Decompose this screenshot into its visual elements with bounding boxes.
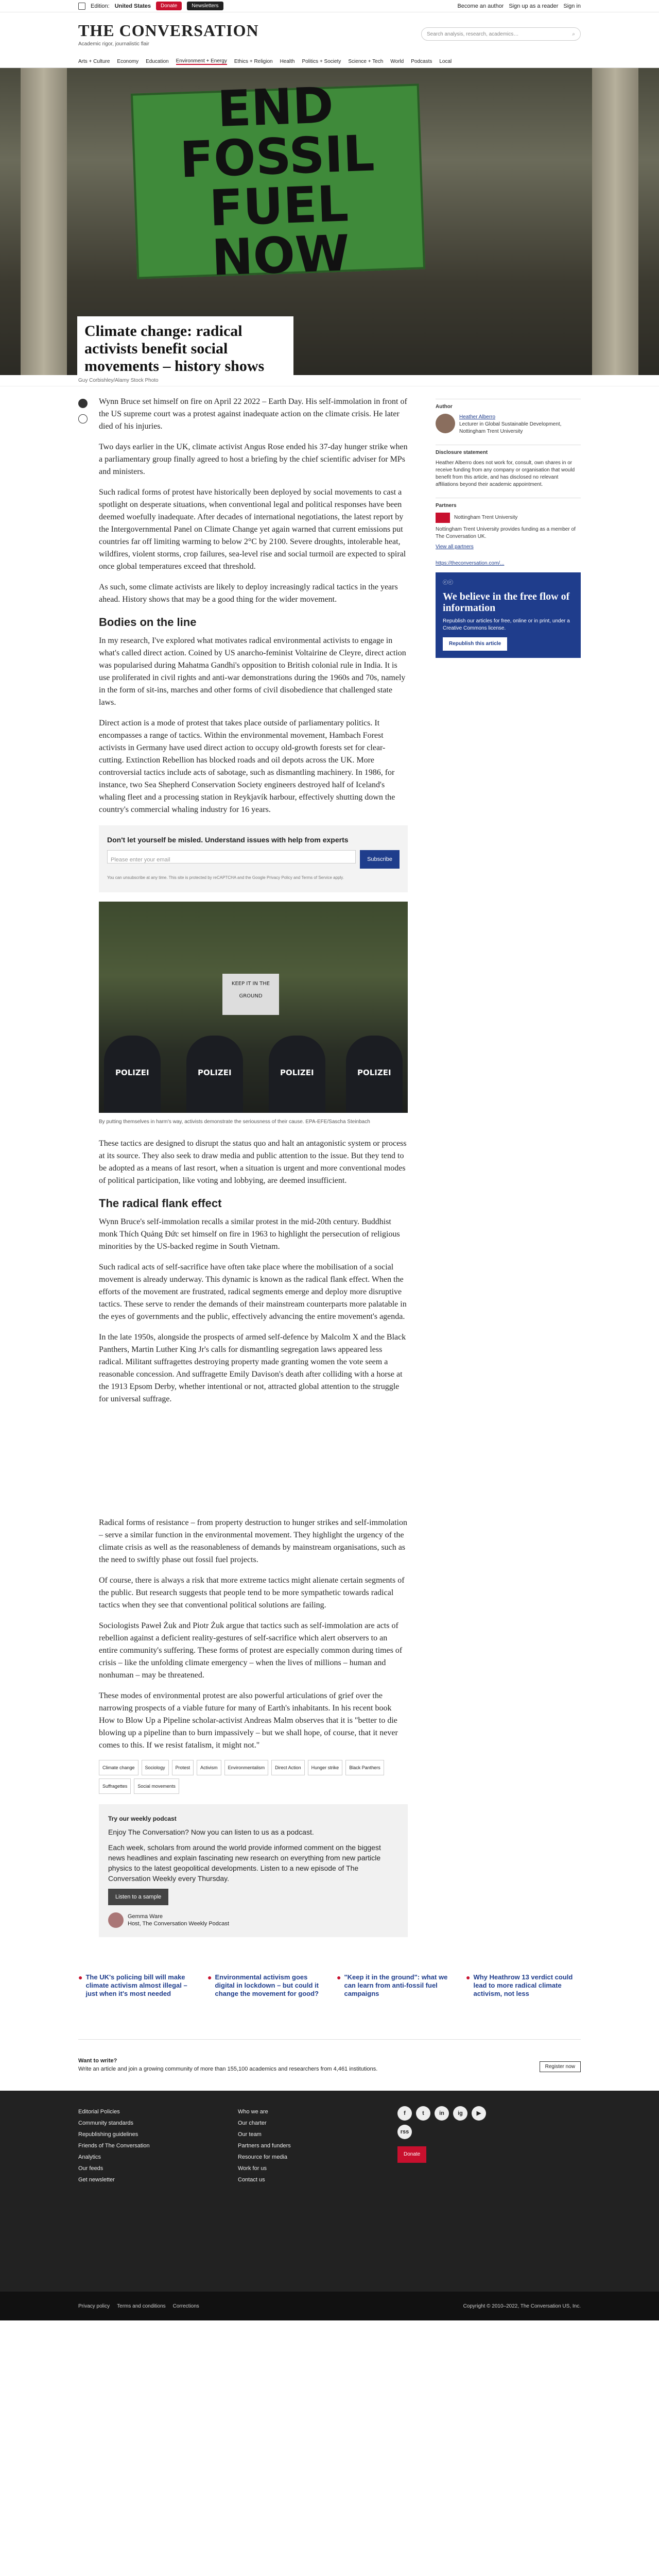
nav-item[interactable]: Science + Tech [348, 59, 384, 64]
author-role: Lecturer in Global Sustainable Development, Nottingham Trent University [459, 421, 562, 434]
sign-up-link[interactable]: Sign up as a reader [509, 3, 559, 9]
bullet-icon: ● [78, 1973, 83, 1981]
tag[interactable]: Hunger strike [308, 1760, 343, 1775]
footer-link[interactable]: Friends of The Conversation [78, 2143, 150, 2149]
hero-image [0, 68, 659, 375]
footer-social [397, 2106, 500, 2276]
paragraph: Direct action is a mode of protest that takes place outside of parliamentary politics. It encompasses a range of tactics. Within the environmental movement, Hambach Forest activists in Germany have used direct action to occupy old-growth forests set for clear-cutting. Extinction Rebellion has blocked roads and oil depots across the UK. More controversial tactics include acts of sabotage, such as dismantling machinery. In 1986, for instance, two Sea Shepherd Conservation Society engineers destroyed half of Iceland's whaling fleet and a processing station in Reykjavík harbour, effectively shutting down the country's commercial whaling industry for 16 years. [99, 719, 395, 814]
footer-link[interactable]: Analytics [78, 2154, 101, 2160]
footer-link[interactable]: Work for us [238, 2165, 267, 2172]
footer-link[interactable]: Editorial Policies [78, 2109, 120, 2115]
embedded-media-placeholder [99, 1414, 408, 1517]
tag[interactable]: Social movements [134, 1778, 179, 1794]
write-cta [78, 2039, 581, 2080]
article-body [99, 386, 408, 1958]
author-info [459, 414, 581, 435]
social-icons [397, 2106, 500, 2139]
paragraph: Such radical forms of protest have historically been deployed by social movements to cast a spotlight on desperate situations, when conventional legal and political responses have been deemed woefully inadequate. After decades of international negotiations, the latest report by the Intergovernmental Panel on Climate Change yet again warned that current emissions put countries far off limiting warming to below 2°C by 2100. Severe droughts, intolerable heat, wildfires, violent storms, crop failures, sea-level rise and social turmoil are expected to spiral once global temperatures exceed that threshold. [99, 488, 406, 571]
paragraph: In my research, I've explored what motivates radical environmental activists to engage in what's called direct action. Coined by US anarcho-feminist Voltairine de Cleyre, direct action was popularised during Mahatma Gandhi's opposition to British colonial rule in India. It is use proliferated in civil rights and anti-war demonstrations during the 1960s and 70s, namely in the form of sit-ins, marches and other forms of civil disobedience that challenged state laws. [99, 636, 406, 707]
newsletters-button[interactable]: Newsletters [187, 2, 223, 10]
edition-label: Edition: [91, 3, 110, 9]
republish-text: Republish our articles for free, online or in print, under a Creative Commons license. [443, 618, 570, 631]
share-rail [78, 386, 88, 1958]
footer-link[interactable]: Get newsletter [78, 2177, 115, 2183]
podcast-description: Each week, scholars from around the world provide informed comment on the biggest news headlines and explain fascinating new research on everything from new particle physics to the latest geopolitical developments. Listen to a new episode of The Conversation Weekly every Thursday. [108, 1843, 381, 1883]
nav-item[interactable]: Politics + Society [302, 59, 341, 64]
paragraph: Wynn Bruce's self-immolation recalls a similar protest in the mid-20th century. Buddhist monk Thích Quảng Đức set himself on fire in 1963 to highlight the persecution of religious minorities by the US-backed regime in South Vietnam. [99, 1217, 400, 1251]
image-credit: Guy Corbishley/Alamy Stock Photo [0, 375, 659, 386]
tag[interactable]: Black Panthers [345, 1760, 384, 1775]
section-heading: Bodies on the line [99, 616, 197, 629]
tag[interactable]: Protest [172, 1760, 194, 1775]
sidebar [436, 386, 581, 1958]
topic-tags [99, 1760, 408, 1794]
republish-button[interactable]: Republish this article [443, 637, 507, 651]
register-button[interactable]: Register now [540, 2061, 581, 2072]
tag[interactable]: Suffragettes [99, 1778, 131, 1794]
podcast-label: Try our weekly podcast [108, 1815, 177, 1822]
search-placeholder: Search analysis, research, academics… [427, 31, 519, 37]
host-name: Gemma Ware [128, 1913, 163, 1920]
sign-in-link[interactable]: Sign in [563, 3, 581, 9]
paragraph: These modes of environmental protest are also powerful articulations of grief over the narrowing prospects of a viable future for many of Earth's inhabitants. In his recent book How to Blow Up a Pipeline scholar-activist Andreas Malm observes that it is "better to die blowing up a pipeline than to burn impassively – but we shall hope, of course, that it never comes to this. If we resist fatalism, it might not." [99, 1691, 398, 1750]
home-icon[interactable] [78, 3, 85, 10]
footer-link[interactable]: Our team [238, 2131, 262, 2138]
section-nav [0, 56, 659, 68]
site-logo[interactable]: THE CONVERSATION [78, 21, 259, 40]
section-heading: The radical flank effect [99, 1197, 222, 1210]
tag[interactable]: Sociology [142, 1760, 169, 1775]
legal-link[interactable]: Privacy policy [78, 2303, 110, 2309]
search-icon[interactable]: ⌕ [572, 31, 575, 37]
share-email-icon[interactable] [78, 399, 88, 408]
share-link-icon[interactable] [78, 414, 88, 423]
author-name[interactable]: Heather Alberro [459, 414, 496, 420]
social-icon[interactable]: ig [453, 2106, 467, 2121]
article-title: Climate change: radical activists benefit social movements – history shows [84, 323, 265, 375]
paragraph: These tactics are designed to disrupt the status quo and halt an antagonistic system or process at its source. They also seek to draw media and public attention to the issue. But they tend to be adopted as a means of last resort, when a situation is urgent and more conventional modes of political participation, like voting and lobbying, are deemed insufficient. [99, 1139, 407, 1185]
social-icon[interactable]: f [397, 2106, 412, 2121]
creative-commons-icon: ⓒⓒ [443, 580, 453, 586]
bullet-icon: ● [466, 1973, 471, 1981]
paragraph: As such, some climate activists are likely to deploy increasingly radical tactics in the years ahead. History shows that may be a good thing for the wider movement. [99, 583, 398, 604]
nav-item[interactable]: Local [439, 59, 452, 64]
partners-block [436, 498, 581, 551]
newsletter-signup [99, 825, 408, 892]
related-item[interactable] [78, 1973, 193, 1998]
banner-line: NOW [211, 224, 351, 287]
tag[interactable]: Direct Action [271, 1760, 305, 1775]
tag[interactable]: Climate change [99, 1760, 138, 1775]
donate-button[interactable]: Donate [156, 2, 182, 10]
become-author-link[interactable]: Become an author [457, 3, 504, 9]
newsletter-disclaimer: You can unsubscribe at any time. This site is protected by reCAPTCHA and the Google Privacy Policy and Terms of Service apply. [107, 875, 344, 880]
footer-link[interactable]: Our charter [238, 2120, 267, 2126]
nav-item[interactable]: Ethics + Religion [234, 59, 273, 64]
republish-title: We believe in the free flow of information [443, 591, 570, 614]
footer-link[interactable]: Republishing guidelines [78, 2131, 138, 2138]
footer-link[interactable]: Community standards [78, 2120, 133, 2126]
police-figure: POLIZEI [346, 1036, 403, 1113]
footer-column [78, 2106, 197, 2276]
footer-donate-button[interactable]: Donate [397, 2146, 426, 2163]
search-input[interactable] [421, 27, 581, 41]
bullet-icon: ● [207, 1973, 212, 1981]
related-title[interactable]: Environmental activism goes digital in lockdown – but could it change the movement for good? [215, 1973, 319, 1997]
police-figure: POLIZEI [269, 1036, 325, 1113]
write-text: Write an article and join a growing community of more than 155,100 academics and researchers from 4,461 institutions. [78, 2066, 378, 2072]
podcast-intro: Enjoy The Conversation? Now you can listen to us as a podcast. [108, 1828, 314, 1836]
paragraph: Wynn Bruce set himself on fire on April 22 2022 – Earth Day. His self-immolation in front of the US supreme court was a protest against inadequate action on the climate crisis. He later died of his injuries. [99, 397, 407, 431]
photo-caption: By putting themselves in harm's way, activists demonstrate the seriousness of their cause. EPA-EFE/Sascha Steinbach [99, 1119, 370, 1125]
republish-box [436, 572, 581, 658]
masthead [0, 12, 659, 56]
sidebar-label: Disclosure statement [436, 450, 488, 455]
avatar [108, 1912, 124, 1928]
footer-column [238, 2106, 356, 2276]
footer [0, 2091, 659, 2292]
banner-line: END FOSSIL [179, 76, 376, 189]
social-icon[interactable]: rss [397, 2125, 412, 2139]
article-link[interactable]: https://theconversation.com/... [436, 561, 505, 566]
stone-column [592, 68, 638, 375]
nav-item[interactable]: Health [280, 59, 295, 64]
subscribe-button[interactable]: Subscribe [360, 850, 400, 869]
footer-link[interactable]: Who we are [238, 2109, 268, 2115]
newsletter-title: Don't let yourself be misled. Understand issues with help from experts [107, 836, 349, 844]
related-title[interactable]: The UK's policing bill will make climate activism almost illegal – just when it's most needed [85, 1973, 187, 1997]
host-role: Host, The Conversation Weekly Podcast [128, 1921, 230, 1927]
footer-link[interactable]: Our feeds [78, 2165, 103, 2172]
related-articles [0, 1958, 659, 2019]
social-icon[interactable]: in [435, 2106, 449, 2121]
nav-item[interactable]: Economy [117, 59, 139, 64]
email-field[interactable]: Please enter your email [107, 850, 356, 863]
bullet-icon: ● [337, 1973, 341, 1981]
paragraph: Such radical acts of self-sacrifice have often take place where the mobilisation of a social movement is already underway. This dynamic is known as the radical flank effect. When the efforts of the movement are frustrated, radical segments emerge and deploy more disruptive tactics. These serve to render the demands of their mainstream counterparts more palatable in the eyes of governments and the public, effectively advancing the entire movement's agenda. [99, 1263, 407, 1321]
sidebar-label: Partners [436, 503, 457, 509]
partner-logo[interactable] [436, 513, 581, 523]
paragraph: Of course, there is always a risk that more extreme tactics might alienate certain segments of the public. But research suggests that people tend to be more sympathetic towards radical tactics when they see that conventional political solutions are failing. [99, 1576, 405, 1609]
avatar[interactable] [436, 414, 455, 433]
nav-item[interactable]: World [390, 59, 404, 64]
social-icon[interactable]: ▶ [472, 2106, 486, 2121]
university-logo-icon[interactable] [436, 513, 450, 523]
legal-link[interactable]: Terms and conditions [117, 2303, 166, 2309]
police-figure: POLIZEI [186, 1036, 243, 1113]
paragraph: Two days earlier in the UK, climate activist Angus Rose ended his 37-day hunger strike when a parliamentary group finally agreed to host a briefing by the chief scientific adviser for MPs and ministers. [99, 443, 408, 476]
footer-link[interactable]: Resource for media [238, 2154, 287, 2160]
banner-line: FUEL [208, 175, 350, 238]
police-figure: POLIZEI [104, 1036, 161, 1113]
article-photo [99, 902, 408, 1113]
headline-box [77, 316, 293, 375]
content-layout [0, 386, 659, 1958]
view-partners-link[interactable]: View all partners [436, 544, 474, 550]
related-item[interactable] [337, 1973, 452, 1998]
social-icon[interactable]: t [416, 2106, 430, 2121]
copyright-text: Copyright © 2010–2022, The Conversation US, Inc. [463, 2303, 581, 2309]
nav-item[interactable]: Podcasts [411, 59, 432, 64]
paragraph: Radical forms of resistance – from property destruction to hunger strikes and self-immolation – serve a similar function in the environmental movement. They highlight the urgency of the climate crisis as well as the reasonableness of demands by mainstream organisations, such as the need to swiftly phase out fossil fuel projects. [99, 1518, 407, 1564]
tag[interactable]: Environmentalism [224, 1760, 269, 1775]
related-item[interactable] [466, 1973, 581, 1998]
newsletter-row [107, 850, 400, 869]
write-title: Want to write? [78, 2058, 117, 2064]
disclosure-text: Heather Alberro does not work for, consult, own shares in or receive funding from any company or organisation that would benefit from this article, and has disclosed no relevant affiliations beyond their academic appointment. [436, 460, 575, 487]
listen-button[interactable]: Listen to a sample [108, 1889, 168, 1905]
partner-text: Nottingham Trent University provides funding as a member of The Conversation UK. [436, 527, 576, 539]
podcast-promo [99, 1804, 408, 1937]
host-info [128, 1913, 229, 1927]
paragraph: Sociologists Paweł Żuk and Piotr Żuk argue that tactics such as self-immolation are acts of rebellion against a deficient reality-gestures of self-sacrifice which alert observers to an entire community's suffering. These forms of protest are especially common during times of crisis – like the unfolding climate emergency – when the lives of millions – human and nonhuman – may be threatened. [99, 1621, 403, 1680]
tag[interactable]: Activism [197, 1760, 221, 1775]
stone-column [21, 68, 67, 375]
disclosure-block [436, 445, 581, 488]
protest-sign: KEEP IT IN THE GROUND [222, 974, 279, 1015]
paragraph: In the late 1950s, alongside the prospects of armed self-defence by Malcolm X and the Black Panthers, Martin Luther King Jr's calls for dismantling segregation laws appeared less radical. Militant suffragettes destroying property made granting women the vote seem a reasonable concession. And suffragette Emily Davison's death after colliding with a horse at the 1913 Epsom Derby, whether intentional or not, attracted global attention to the struggle for universal suffrage. [99, 1333, 406, 1403]
footer-link[interactable]: Partners and funders [238, 2143, 291, 2149]
author-block [436, 399, 581, 435]
related-title[interactable]: Why Heathrow 13 verdict could lead to more radical climate activism, not less [473, 1973, 573, 1997]
protest-banner [131, 76, 425, 287]
related-title[interactable]: "Keep it in the ground": what we can learn from anti-fossil fuel campaigns [344, 1973, 448, 1997]
nav-item[interactable]: Arts + Culture [78, 59, 110, 64]
legal-links [78, 2303, 206, 2309]
partner-name[interactable]: Nottingham Trent University [454, 515, 518, 520]
legal-link[interactable]: Corrections [172, 2303, 199, 2309]
author-card[interactable] [436, 414, 581, 435]
nav-item[interactable]: Environment + Energy [176, 58, 227, 64]
nav-item[interactable]: Education [146, 59, 169, 64]
edition-selector[interactable]: United States [114, 3, 151, 9]
copyright-bar [0, 2292, 659, 2320]
write-info [78, 2058, 377, 2072]
logo-block[interactable] [78, 21, 259, 47]
podcast-host [108, 1912, 398, 1928]
site-tagline: Academic rigor, journalistic flair [78, 41, 149, 47]
related-item[interactable] [207, 1973, 322, 1998]
footer-link[interactable]: Contact us [238, 2177, 265, 2183]
top-utility-bar [0, 0, 659, 12]
sidebar-label: Author [436, 404, 453, 410]
